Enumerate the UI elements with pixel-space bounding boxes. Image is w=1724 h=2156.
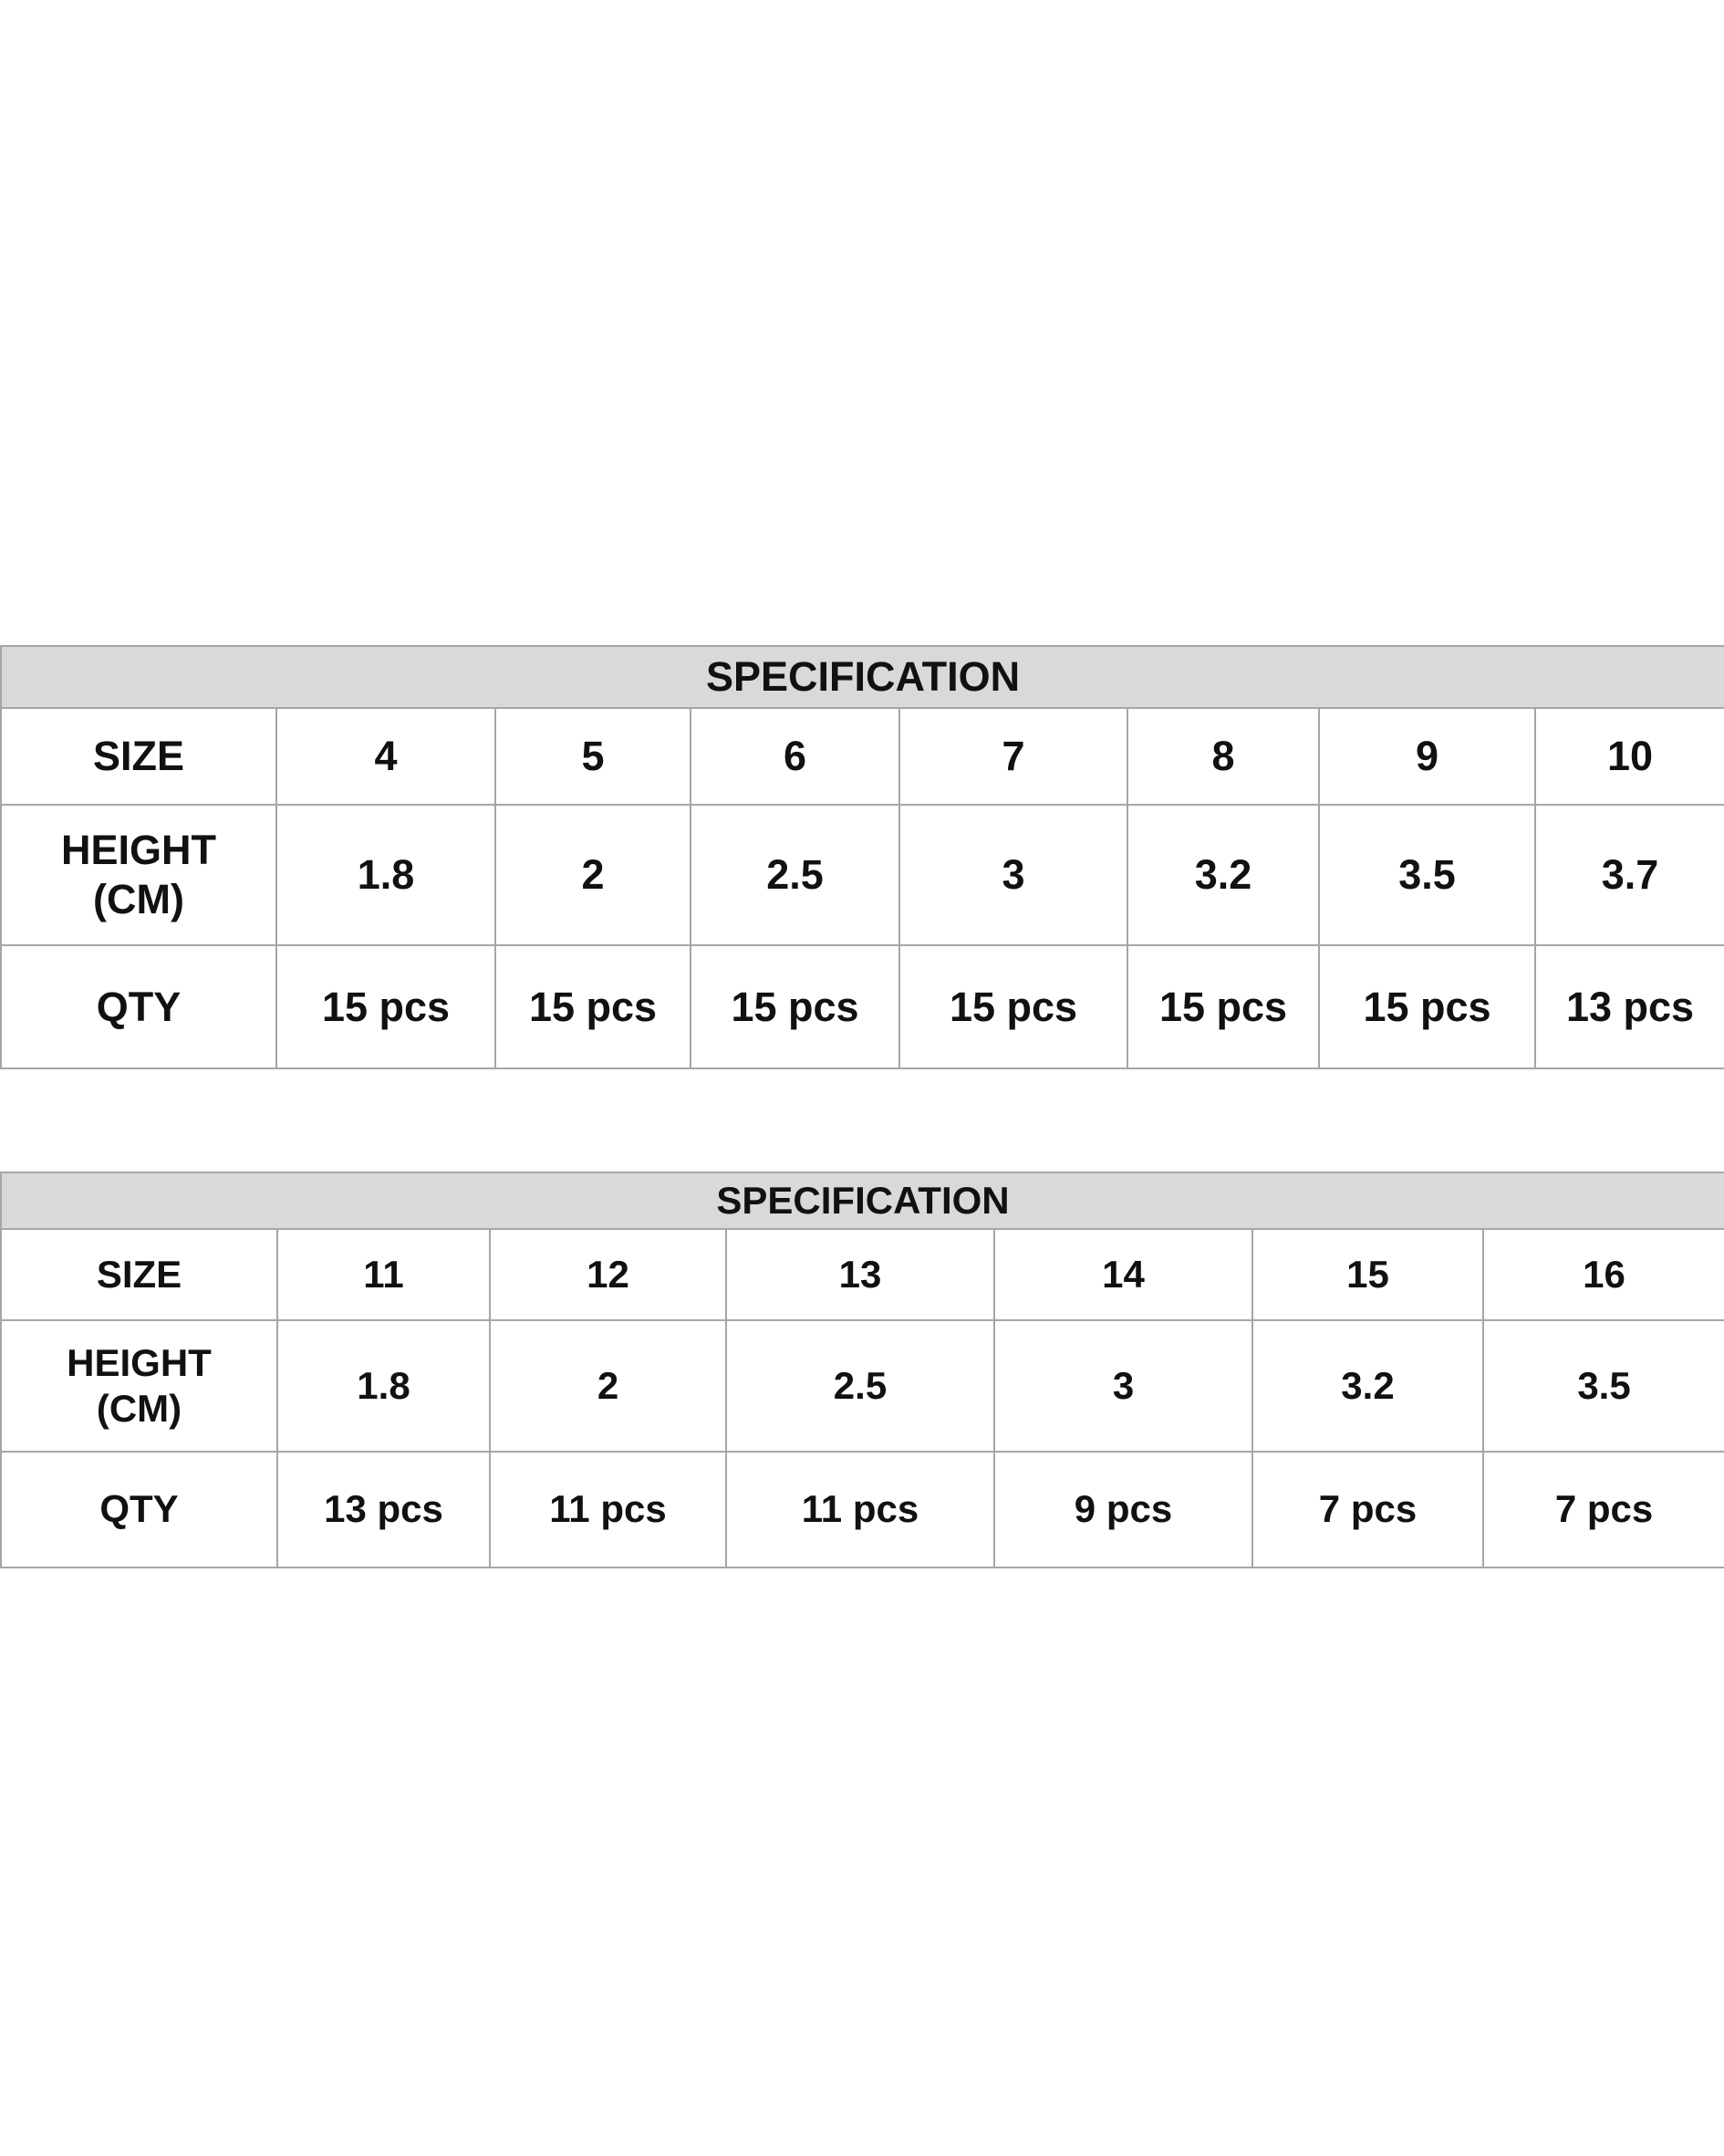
- height-cell: 3: [994, 1320, 1252, 1452]
- size-cell: 9: [1319, 708, 1535, 805]
- qty-cell: 13 pcs: [1535, 945, 1724, 1068]
- height-cell: 3.2: [1127, 805, 1319, 945]
- height-cell: 3.5: [1319, 805, 1535, 945]
- row-label-qty: QTY: [1, 945, 276, 1068]
- size-cell: 14: [994, 1229, 1252, 1320]
- size-cell: 8: [1127, 708, 1319, 805]
- spec-table-title: SPECIFICATION: [1, 1172, 1724, 1229]
- qty-cell: 7 pcs: [1252, 1452, 1483, 1568]
- qty-cell: 13 pcs: [277, 1452, 490, 1568]
- qty-cell: 15 pcs: [1127, 945, 1319, 1068]
- size-cell: 15: [1252, 1229, 1483, 1320]
- height-cell: 2.5: [726, 1320, 994, 1452]
- qty-row: [1, 1452, 1724, 1568]
- height-cell: 3.7: [1535, 805, 1724, 945]
- size-cell: 12: [490, 1229, 726, 1320]
- height-cell: 1.8: [277, 1320, 490, 1452]
- size-cell: 7: [899, 708, 1127, 805]
- qty-cell: 15 pcs: [691, 945, 899, 1068]
- qty-row: [1, 945, 1724, 1068]
- height-cell: 3: [899, 805, 1127, 945]
- height-cell: 3.5: [1483, 1320, 1724, 1452]
- qty-cell: 15 pcs: [899, 945, 1127, 1068]
- height-row: [1, 805, 1724, 945]
- height-cell: 3.2: [1252, 1320, 1483, 1452]
- qty-cell: 15 pcs: [276, 945, 495, 1068]
- size-cell: 11: [277, 1229, 490, 1320]
- size-cell: 13: [726, 1229, 994, 1320]
- height-cell: 2.5: [691, 805, 899, 945]
- row-label-size: SIZE: [1, 708, 276, 805]
- qty-cell: 11 pcs: [490, 1452, 726, 1568]
- spec-table-2: [0, 1172, 1724, 1568]
- height-row: [1, 1320, 1724, 1452]
- qty-cell: 7 pcs: [1483, 1452, 1724, 1568]
- size-cell: 5: [495, 708, 691, 805]
- size-cell: 10: [1535, 708, 1724, 805]
- row-label-qty: QTY: [1, 1452, 277, 1568]
- row-label-height: HEIGHT (CM): [1, 805, 276, 945]
- height-cell: 2: [490, 1320, 726, 1452]
- spec-table-title: SPECIFICATION: [1, 646, 1724, 708]
- size-row: [1, 1229, 1724, 1320]
- qty-cell: 9 pcs: [994, 1452, 1252, 1568]
- size-cell: 4: [276, 708, 495, 805]
- height-cell: 1.8: [276, 805, 495, 945]
- size-row: [1, 708, 1724, 805]
- qty-cell: 11 pcs: [726, 1452, 994, 1568]
- spec-table-1: [0, 645, 1724, 1069]
- qty-cell: 15 pcs: [495, 945, 691, 1068]
- row-label-size: SIZE: [1, 1229, 277, 1320]
- row-label-height: HEIGHT (CM): [1, 1320, 277, 1452]
- qty-cell: 15 pcs: [1319, 945, 1535, 1068]
- size-cell: 16: [1483, 1229, 1724, 1320]
- height-cell: 2: [495, 805, 691, 945]
- size-cell: 6: [691, 708, 899, 805]
